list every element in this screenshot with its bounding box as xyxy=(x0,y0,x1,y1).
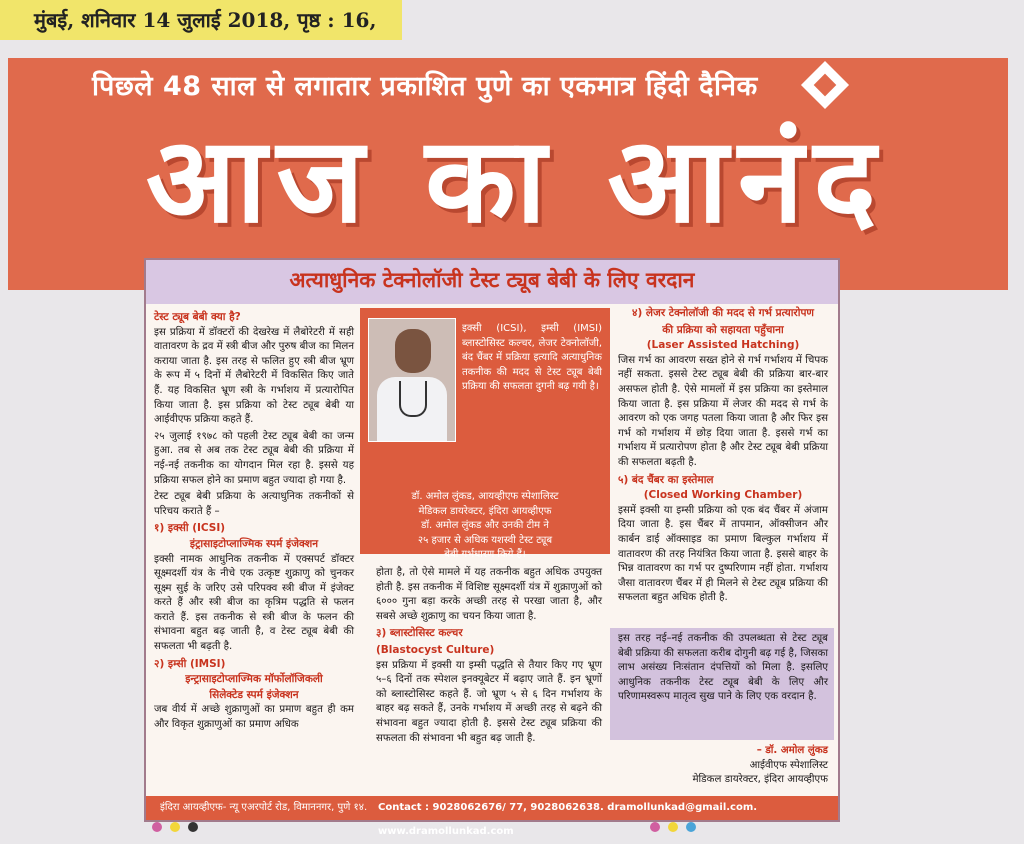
section-subtitle: सिलेक्टेड स्पर्म इंजेक्शन xyxy=(209,688,299,701)
section-title: टेस्ट ट्यूब बेबी क्या है? xyxy=(154,311,241,323)
photo-caption xyxy=(368,490,602,563)
article-headline: अत्याधुनिक टेक्नोलॉजी टेस्ट ट्यूब बेबी के लिए वरदान xyxy=(289,268,695,292)
paragraph: इस प्रक्रिया में इक्सी या इम्सी पद्धति से तैयार किए गए भ्रूण ५–६ दिनों तक स्पेशल इनक्यूबेटर में बढ़ाए जाते हैं. इन भ्रूणों को ब्लास्टोसिस्ट कहते हैं. जो भ्रूण ५ से ६ दिन गर्भाशय के बाहर बढ़ सकते हैं, उनके गर्भाशय में अच्छी तरह से बढ़ने की संभावना बहुत ज्यादा होती है. इससे टेस्ट ट्यूब प्रक्रिया की सफलता की संभावना भी बहुत बढ़ जाती है. xyxy=(376,659,602,744)
highlight-box xyxy=(360,308,610,560)
highlight-intro: इक्सी (ICSI), इम्सी (IMSI) ब्लास्टोसिस्ट कल्चर, लेजर टेक्नोलॉजी, बंद चैंबर में प्रक्रिया इत्यादि अत्याधुनिक तकनीक की मदद से टेस्ट ट्यूब बेबी प्रक्रिया की सफलता दुगनी बढ़ गयी है। xyxy=(462,323,602,392)
caption-line: बेबी गर्भधारण किये हैं। xyxy=(444,549,526,560)
doctor-photo xyxy=(368,318,456,442)
conclusion-box xyxy=(618,632,828,707)
section-title: ३) ब्लास्टोसिस्ट कल्चर xyxy=(376,627,463,640)
footer-contact: Contact : 9028062676/ 77, 9028062638. dramollunkad@gmail.com. www.dramollunkad.com xyxy=(378,802,758,837)
section-subtitle: इन्ट्रासाइटोप्लाज्मिक मॉर्फोलॉजिकली xyxy=(185,673,323,686)
footer-address: इंदिरा आयव्हीएफ- न्यू एअरपोर्ट रोड, विमाननगर, पुणे १४. xyxy=(160,802,368,813)
section-title: २) इम्सी (IMSI) xyxy=(154,657,226,670)
section-title: ४) लेजर टेक्नोलॉजी की मदद से गर्भ प्रत्यारोपण xyxy=(632,307,814,319)
column-2 xyxy=(376,566,602,748)
signature-role: मेडिकल डायरेक्टर, इंदिरा आयव्हीएफ xyxy=(692,774,828,786)
section-subtitle: (Closed Working Chamber) xyxy=(643,489,803,502)
section-subtitle: इंट्रासाइटोप्लाज्मिक स्पर्म इंजेक्शन xyxy=(189,537,319,550)
article xyxy=(144,258,840,837)
caption-line: डॉ. अमोल लुंकड, आयव्हीएफ स्पेशालिस्ट xyxy=(411,491,559,502)
section-subtitle: (Laser Assisted Hatching) xyxy=(646,339,800,352)
section-title: ५) बंद चैंबर का इस्तेमाल xyxy=(618,473,714,486)
paragraph: टेस्ट ट्यूब बेबी प्रक्रिया के अत्याधुनिक तकनीकों से परिचय कराते हैं – xyxy=(154,491,354,517)
column-1 xyxy=(154,308,354,735)
masthead-tagline: पिछले 48 साल से लगातार प्रकाशित पुणे का एकमात्र हिंदी दैनिक xyxy=(92,71,758,102)
dateline: मुंबई, शनिवार 14 जुलाई 2018, पृष्ठ : 16, xyxy=(0,0,402,40)
stethoscope-icon xyxy=(399,381,427,417)
paragraph: जब वीर्य में अच्छे शुक्राणुओं का प्रमाण बहुत ही कम और विकृत शुक्राणुओं का प्रमाण अधिक xyxy=(154,704,354,731)
section-title: की प्रक्रिया को सहायता पहुँचाना xyxy=(662,323,784,336)
print-mark xyxy=(188,822,198,832)
column-3 xyxy=(618,304,828,608)
contact-footer xyxy=(146,796,838,837)
paragraph: जिस गर्भ का आवरण सख्त होने से गर्भ गर्भाशय में चिपक नहीं सकता. इससे टेस्ट ट्यूब बेबी की प्रक्रिया बार-बार असफल होती है. ऐसे मामलों में इस प्रक्रिया का इस्तेमाल किया जाता है. इस प्रक्रिया में लेजर की मदद से गर्भ के आवरण को एक जगह पतला किया जाता है और फिर इस गर्भ को गर्भाशय में छोड़ दिया जाता है. इससे गर्भ का गर्भाशय में प्रत्यारोपण होता है और टेस्ट ट्यूब बेबी प्रक्रिया की सफलता बढ़ती है. xyxy=(618,354,828,468)
signature-role: आईवीएफ स्पेशालिस्ट xyxy=(749,759,828,771)
print-mark xyxy=(668,822,678,832)
caption-line: मेडिकल डायरेक्टर, इंदिरा आयव्हीएफ xyxy=(418,505,552,517)
paragraph: २५ जुलाई १९७८ को पहली टेस्ट ट्यूब बेबी का जन्म हुआ. तब से अब तक टेस्ट ट्यूब बेबी की प्रक्रिया में नई-नई तकनीक का योगदान मिल रहा है. इससे यह प्रक्रिया सफल होने का प्रमाण बहुत ज्यादा हो गया है. xyxy=(154,430,354,486)
newspaper-title: आज का आनंद xyxy=(145,111,887,249)
paragraph: इसमें इक्सी या इम्सी प्रक्रिया को एक बंद चैंबर में अंजाम दिया जाता है. इस चैंबर में तापमान, ऑक्सीजन और कार्बन डाई ऑक्साइड का प्रमाण बिल्कुल गर्भाशय में वातावरण की तरह नियंत्रित किया जाता है. इससे बाहर के भिन्न वातावरण का गर्भ पर दुष्परिणाम नहीं होता. गर्भाशय जैसा वातावरण चैंबर में ही मिलने से टेस्ट ट्यूब प्रक्रिया की सफलता बहुत अधिक होती है. xyxy=(618,504,828,604)
print-mark xyxy=(686,822,696,832)
section-subtitle: (Blastocyst Culture) xyxy=(376,643,495,656)
caption-line: २५ हजार से अधिक यशस्वी टेस्ट ट्यूब xyxy=(417,534,553,546)
caption-line: डॉ. अमोल लुंकड और उनकी टीम ने xyxy=(421,520,549,531)
paragraph: इस तरह नई–नई तकनीक की उपलब्धता से टेस्ट ट्यूब बेबी प्रक्रिया की सफलता करीब दोगुनी बढ़ गई है, जिसका लाभ असंख्य निःसंतान दंपत्तियों को मिला है. इसलिए आधुनिक तकनीक टेस्ट ट्यूब बेबी के लिए और परिणामस्वरूप मातृत्व सुख पाने के लिए एक वरदान है. xyxy=(618,633,828,703)
photo-head xyxy=(395,329,431,373)
paragraph: इस प्रक्रिया में डॉक्टरों की देखरेख में लैबोरेटरी में सही वातावरण के द्रव में स्त्री बीज और पुरुष बीज का मिलन कराया जाता है. इस तरह से फलित हुए स्त्री बीज भ्रूण के रूप में ५ दिनों में लैबोरेटरी में विकसित किए जाते हैं. यह विकसित भ्रूण स्त्री के गर्भाशय में प्रत्यारोपित किया जाता है. इस प्रक्रिया को टेस्ट ट्यूब बेबी या आईवीएफ प्रक्रिया कहते हैं. xyxy=(154,326,354,426)
section-title: १) इक्सी (ICSI) xyxy=(154,522,226,535)
print-mark xyxy=(170,822,180,832)
signature xyxy=(618,744,828,788)
paragraph: इक्सी नामक आधुनिक तकनीक में एक्सपर्ट डॉक्टर सूक्ष्मदर्शी यंत्र के नीचे एक उत्कृष्ट शुक्राणु को चुनकर सूक्ष्म सुई के जरिए उसे परिपक्व स्त्री बीज में इंजेक्ट करते हैं और स्त्री बीज का कृत्रिम पद्धति से फलन कराते हैं. इस तकनीक से स्त्री बीज के फलन की संभावना बहुत बढ़ जाती है, व टेस्ट ट्यूब बेबी की सफलता भी बढ़ती है. xyxy=(154,553,354,653)
signature-name: – डॉ. अमोल लुंकड xyxy=(756,745,828,756)
paragraph: होता है, तो ऐसे मामले में यह तकनीक बहुत अधिक उपयुक्त होती है. इस तकनीक में विशिष्ट सूक्ष्मदर्शी यंत्र में शुक्राणुओं को ६००० गुना बड़ा करके अच्छी तरह से परखा जाता है, और सबसे अच्छे शुक्राणु का चयन किया जाता है. xyxy=(376,567,602,622)
print-mark xyxy=(152,822,162,832)
print-mark xyxy=(650,822,660,832)
